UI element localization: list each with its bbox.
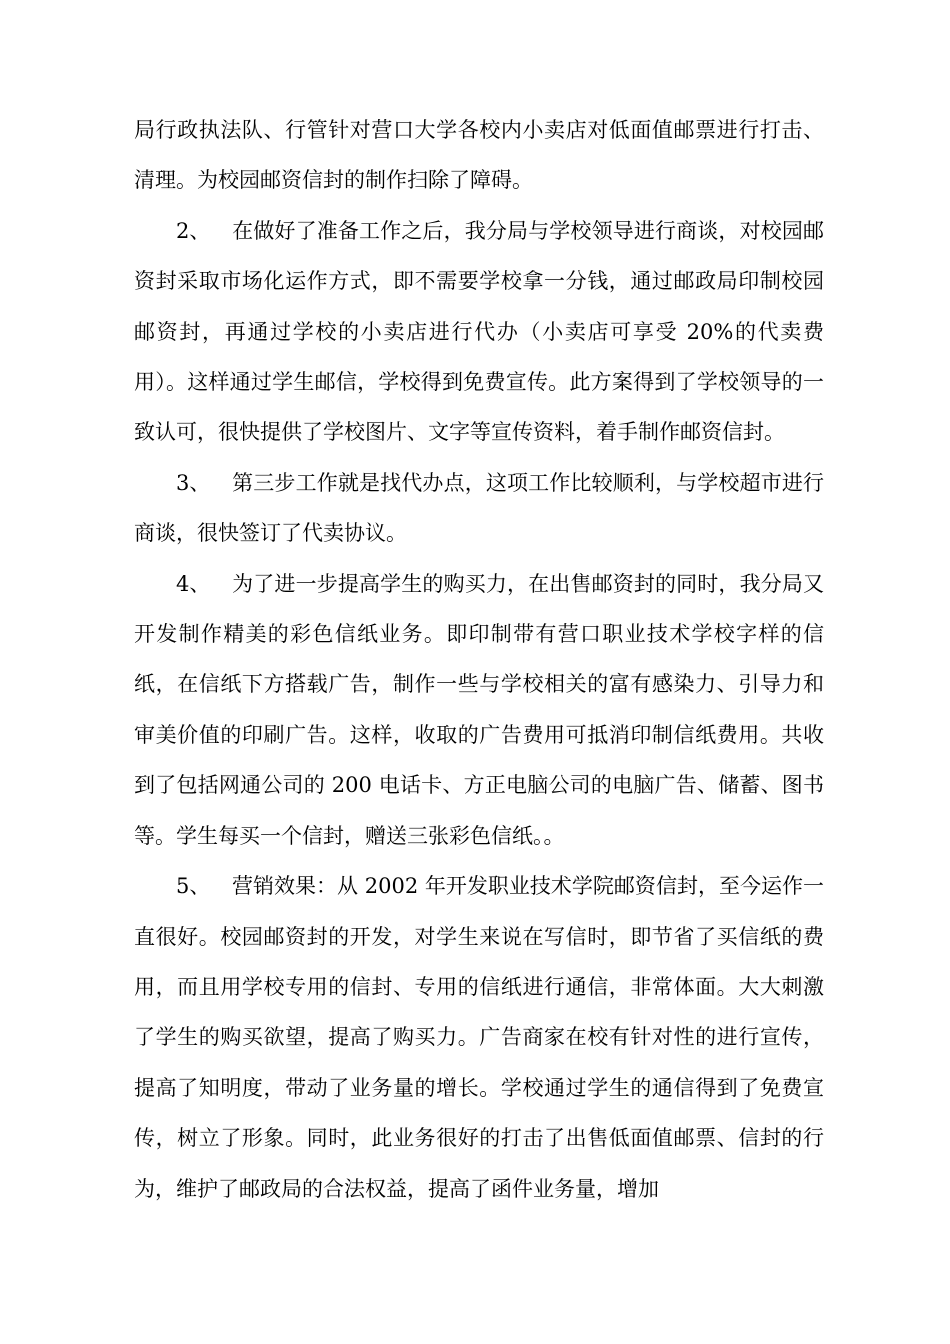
numbered-paragraph-4 [134, 559, 824, 861]
numbered-paragraph-3 [134, 458, 824, 559]
numbered-paragraph-5 [134, 861, 824, 1214]
paragraph-number: 5、 [176, 874, 211, 899]
document-body [134, 105, 824, 1214]
paragraph-number: 2、 [176, 218, 211, 243]
paragraph-number: 4、 [176, 571, 211, 596]
continuation-paragraph [134, 105, 824, 206]
paragraph-text: 第三步工作就是找代办点，这项工作比较顺利，与学校超市进行商谈，很快签订了代卖协议。 [134, 470, 824, 546]
paragraph-text: 局行政执法队、行管针对营口大学各校内小卖店对低面值邮票进行打击、清理。为校园邮资信封的制作扫除了障碍。 [134, 118, 824, 193]
paragraph-text: 营销效果：从 2002 年开发职业技术学院邮资信封，至今运作一直很好。校园邮资封的开发，对学生来说在写信时，即节省了买信纸的费用，而且用学校专用的信封、专用的信纸进行通信，非常体面。大大刺激了学生的购买欲望，提高了购买力。广告商家在校有针对性的进行宣传，提高了知明度，带动了业务量的增长。学校通过学生的通信得到了免费宣传，树立了形象。同时，此业务很好的打击了出售低面值邮票、信封的行为，维护了邮政局的合法权益，提高了函件业务量，增加 [134, 874, 824, 1201]
paragraph-text: 在做好了准备工作之后，我分局与学校领导进行商谈，对校园邮资封采取市场化运作方式，即不需要学校拿一分钱，通过邮政局印制校园邮资封，再通过学校的小卖店进行代办（小卖店可享受 20%的代卖费用）。这样通过学生邮信，学校得到免费宣传。此方案得到了学校领导的一致认可，很快提供了学校图片、文字等宣传资料，着手制作邮资信封。 [134, 218, 824, 445]
paragraph-text: 为了进一步提高学生的购买力，在出售邮资封的同时，我分局又开发制作精美的彩色信纸业务。即印制带有营口职业技术学校字样的信纸，在信纸下方搭载广告，制作一些与学校相关的富有感染力、引导力和审美价值的印刷广告。这样，收取的广告费用可抵消印制信纸费用。共收到了包括网通公司的 200 电话卡、方正电脑公司的电脑广告、储蓄、图书等。学生每买一个信封，赠送三张彩色信纸。。 [134, 571, 824, 848]
paragraph-number: 3、 [176, 470, 211, 495]
numbered-paragraph-2 [134, 206, 824, 458]
